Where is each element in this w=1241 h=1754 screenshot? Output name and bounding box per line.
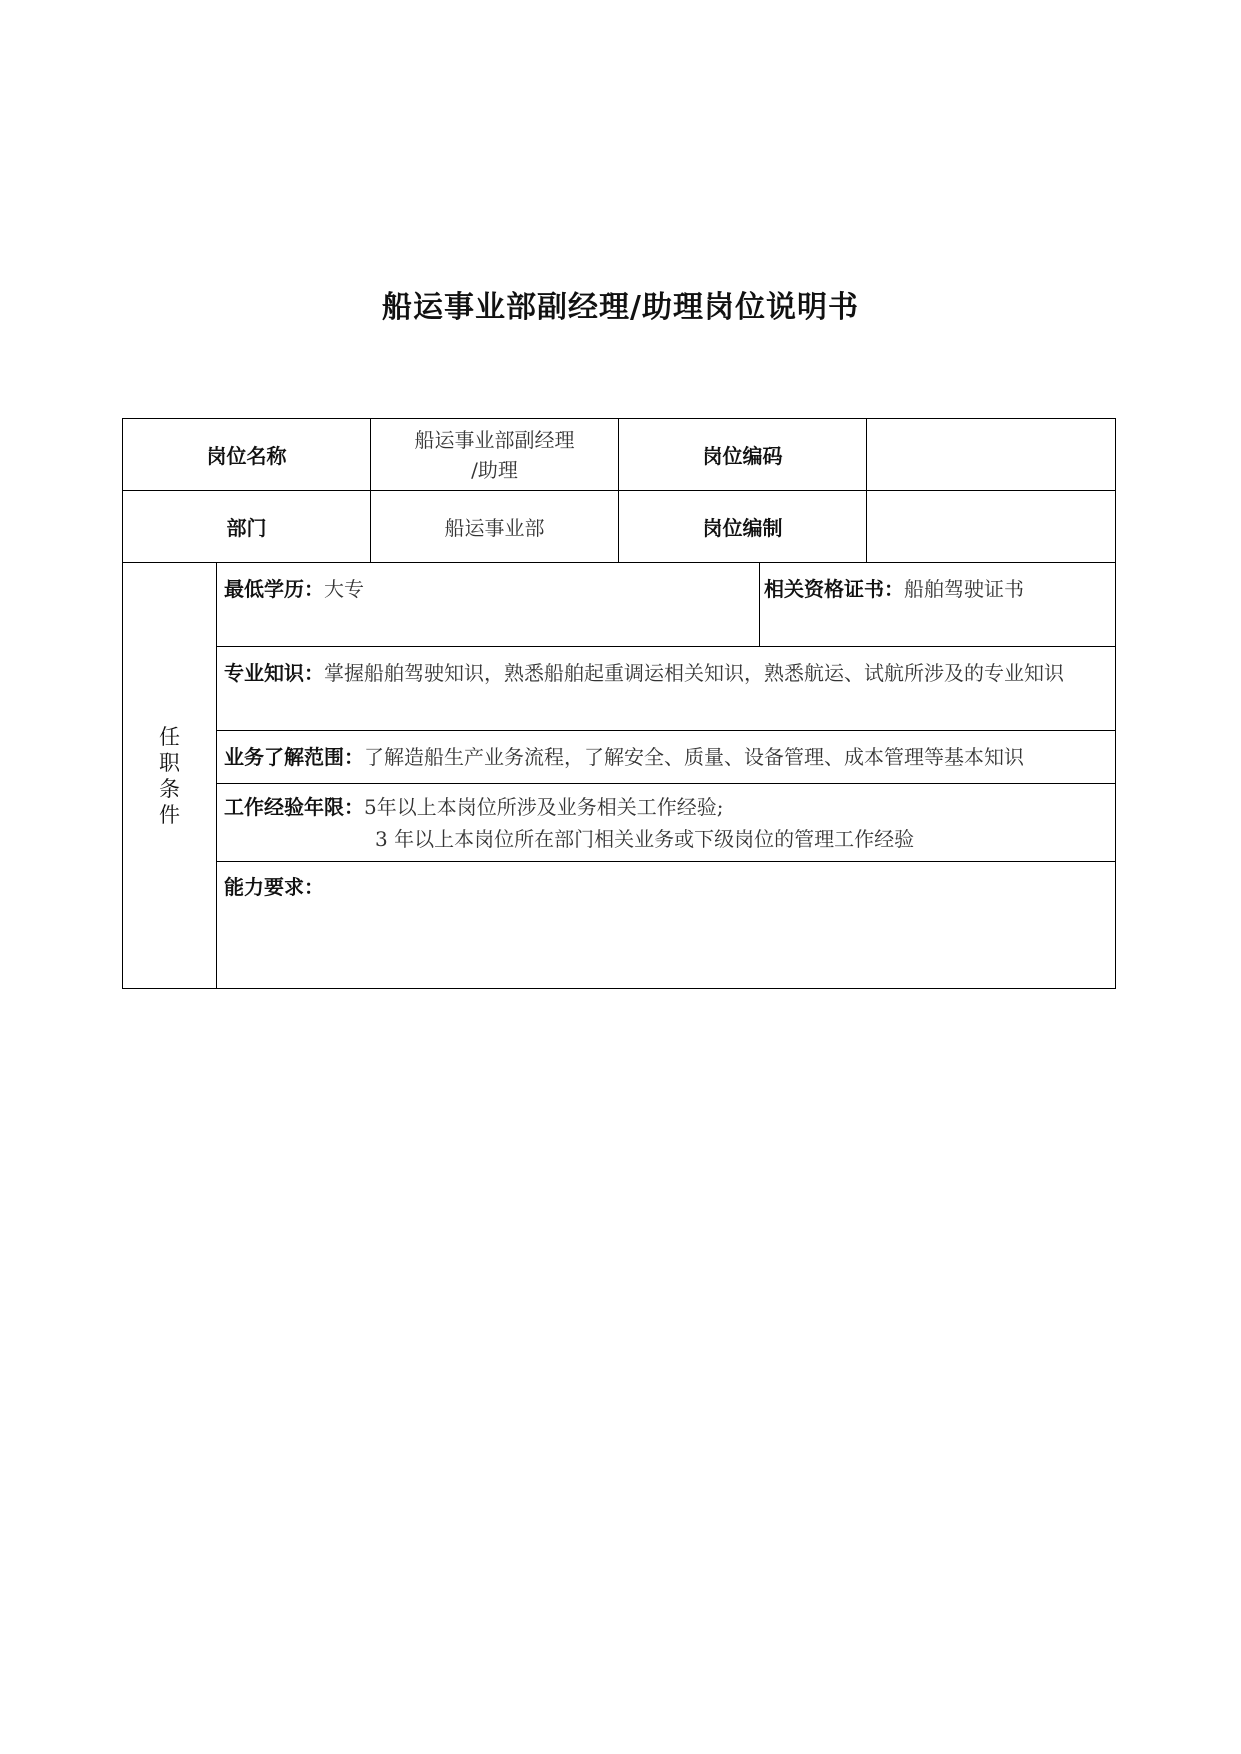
experience-line-1: 5年以上本岗位所涉及业务相关工作经验;: [364, 795, 724, 819]
headcount-label: 岗位编制: [618, 490, 867, 563]
position-name-value-line2: /助理: [471, 457, 518, 482]
headcount-value: [866, 490, 1116, 563]
knowledge-value: 掌握船舶驾驶知识，熟悉船舶起重调运相关知识，熟悉航运、试航所涉及的专业知识: [324, 661, 1064, 685]
education-label: 最低学历：: [224, 577, 324, 601]
requirements-section-label: [122, 562, 217, 989]
education-cell: [216, 562, 760, 647]
position-name-value-line1: 船运事业部副经理: [414, 427, 575, 452]
department-label: 部门: [122, 490, 371, 563]
business-scope-label: 业务了解范围：: [224, 745, 364, 769]
experience-label: 工作经验年限：: [224, 795, 364, 819]
section-label-char-4: 件: [159, 802, 180, 827]
position-code-value: [866, 418, 1116, 491]
position-name-value: [370, 418, 619, 491]
certificate-cell: [759, 562, 1116, 647]
position-name-label: 岗位名称: [122, 418, 371, 491]
ability-label: 能力要求：: [224, 875, 324, 899]
business-scope-value: 了解造船生产业务流程，了解安全、质量、设备管理、成本管理等基本知识: [364, 745, 1024, 769]
knowledge-label: 专业知识：: [224, 661, 324, 685]
knowledge-cell: [216, 646, 1116, 731]
certificate-label: 相关资格证书：: [764, 577, 904, 601]
experience-cell: [216, 783, 1116, 862]
business-scope-cell: [216, 730, 1116, 784]
ability-cell: [216, 861, 1116, 989]
document-title: 船运事业部副经理/助理岗位说明书: [382, 290, 859, 325]
education-value: 大专: [324, 577, 364, 601]
department-value: 船运事业部: [370, 490, 619, 563]
experience-line-2: 3 年以上本岗位所在部门相关业务或下级岗位的管理工作经验: [375, 827, 915, 851]
section-label-char-2: 职: [159, 750, 180, 775]
certificate-value: 船舶驾驶证书: [904, 577, 1024, 601]
position-code-label: 岗位编码: [618, 418, 867, 491]
section-label-char-1: 任: [159, 724, 180, 749]
section-label-char-3: 条: [159, 776, 180, 801]
